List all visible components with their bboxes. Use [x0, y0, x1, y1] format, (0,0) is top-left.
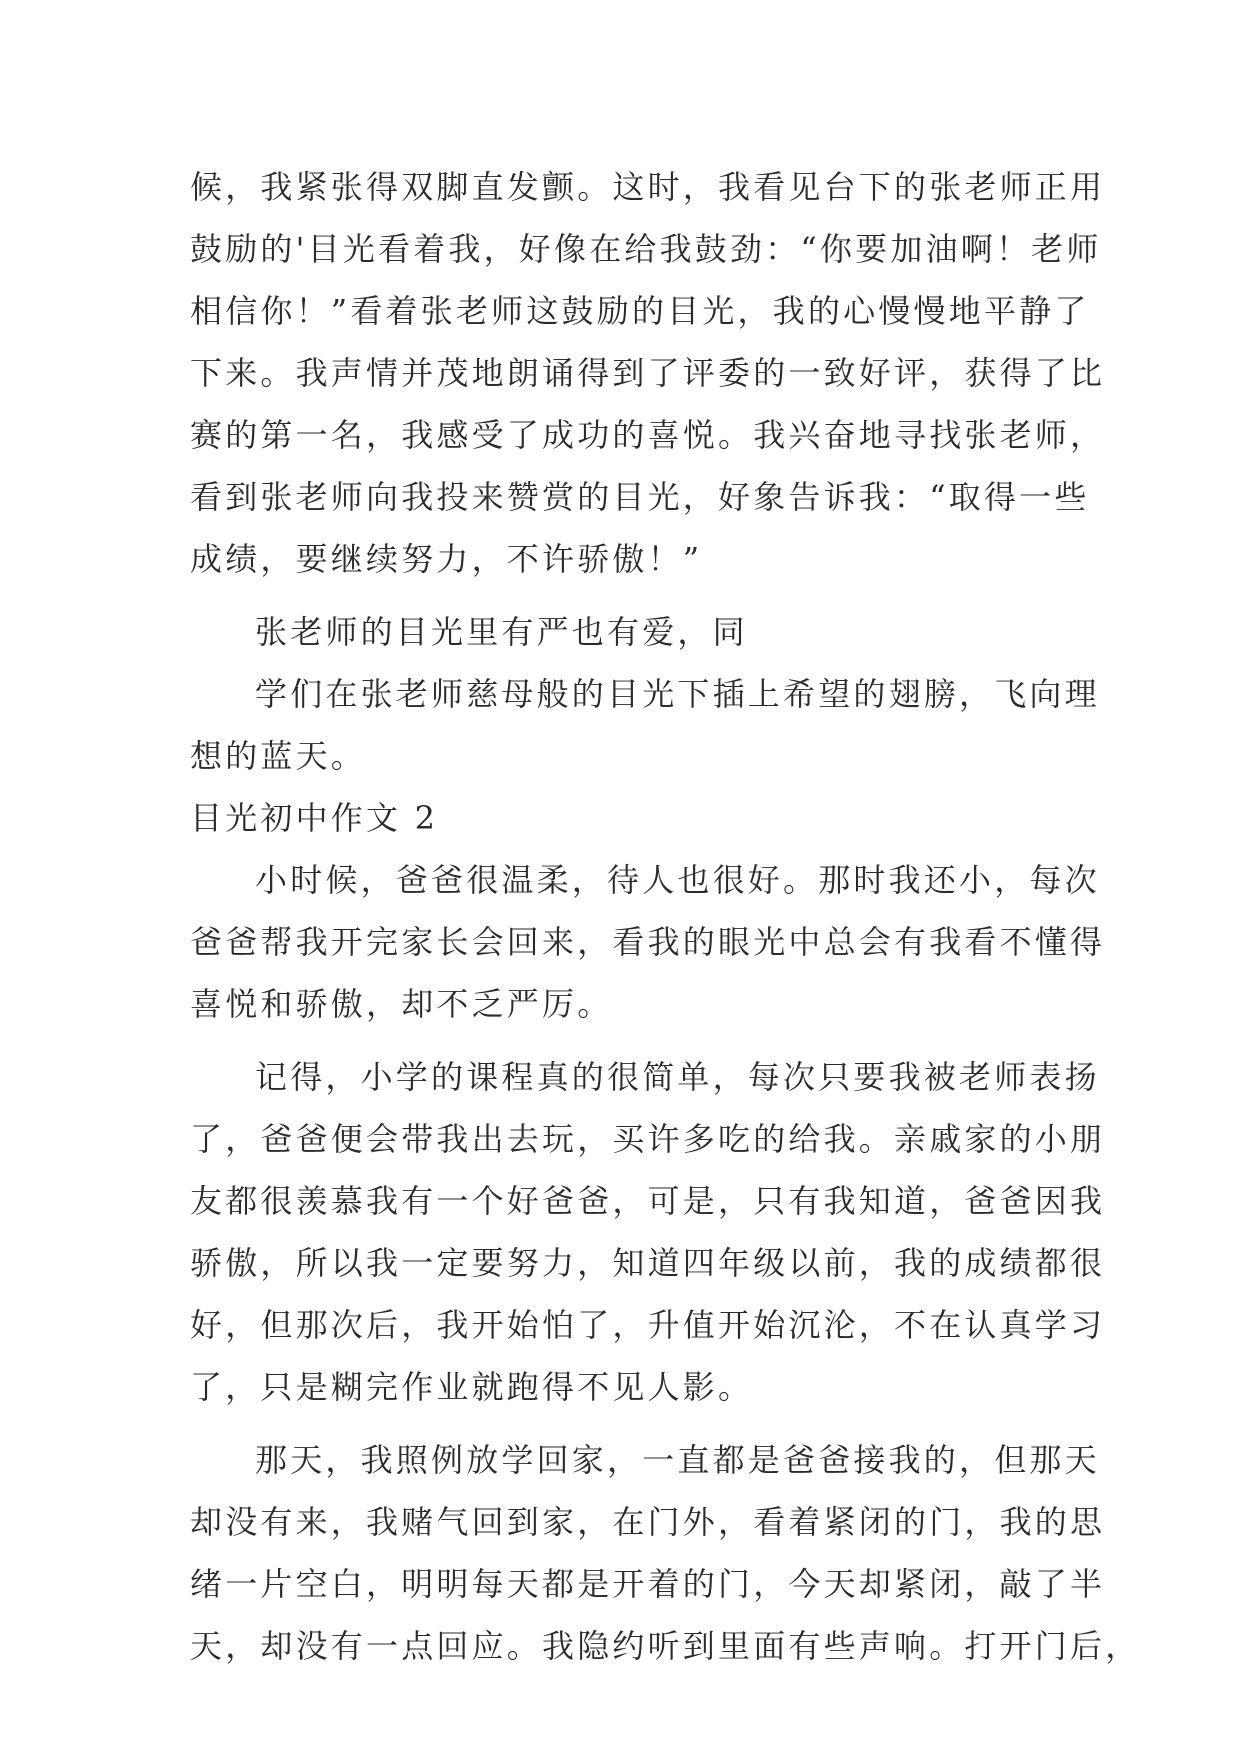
text-line: 相信你！”看着张老师这鼓励的目光，我的心慢慢地平静了	[190, 292, 1090, 330]
text-line: 喜悦和骄傲，却不乏严厉。	[190, 985, 613, 1023]
text-line: 了，只是糊完作业就跑得不见人影。	[190, 1368, 754, 1406]
text-line: 记得，小学的课程真的很简单，每次只要我被老师表扬	[255, 1058, 1100, 1096]
paragraph-gap	[190, 590, 1070, 601]
text-line: 却没有来，我赌气回到家，在门外，看着紧闭的门，我的思	[190, 1503, 1106, 1541]
text-line: 张老师的目光里有严也有爱，同	[255, 613, 748, 651]
document-body	[190, 156, 1141, 1677]
text-line: 看到张老师向我投来赞赏的目光，好象告诉我：“取得一些	[190, 478, 1090, 516]
text-line: 想的蓝天。	[190, 737, 367, 775]
text-line: 那天，我照例放学回家，一直都是爸爸接我的，但那天	[255, 1441, 1100, 1479]
text-line: 成绩，要继续努力，不许骄傲！”	[190, 540, 703, 578]
text-line: 友都很羡慕我有一个好爸爸，可是，只有我知道，爸爸因我	[190, 1182, 1106, 1220]
text-line: 爸爸帮我开完家长会回来，看我的眼光中总会有我看不懂得	[190, 923, 1106, 961]
text-line: 天，却没有一点回应。我隐约听到里面有些声响。打开门后，	[190, 1627, 1141, 1665]
section-heading: 目光初中作文 2	[190, 799, 439, 837]
text-line: 学们在张老师慈母般的目光下插上希望的翅膀，飞向理	[255, 675, 1100, 713]
text-line: 候，我紧张得双脚直发颤。这时，我看见台下的张老师正用	[190, 168, 1106, 206]
text-line: 绪一片空白，明明每天都是开着的门，今天却紧闭，敲了半	[190, 1565, 1106, 1603]
text-line: 了，爸爸便会带我出去玩，买许多吃的给我。亲戚家的小朋	[190, 1120, 1106, 1158]
paragraph-gap	[190, 1418, 1070, 1429]
text-line: 赛的第一名，我感受了成功的喜悦。我兴奋地寻找张老师，	[190, 416, 1106, 454]
text-line: 小时候，爸爸很温柔，待人也很好。那时我还小，每次	[255, 861, 1100, 899]
text-line: 下来。我声情并茂地朗诵得到了评委的一致好评，获得了比	[190, 354, 1106, 392]
paragraph-gap	[190, 1035, 1070, 1046]
text-line: 好，但那次后，我开始怕了，升值开始沉沦，不在认真学习	[190, 1306, 1106, 1344]
text-line: 骄傲，所以我一定要努力，知道四年级以前，我的成绩都很	[190, 1244, 1106, 1282]
text-line: 鼓励的'目光看着我，好像在给我鼓劲：“你要加油啊！老师	[190, 230, 1102, 268]
